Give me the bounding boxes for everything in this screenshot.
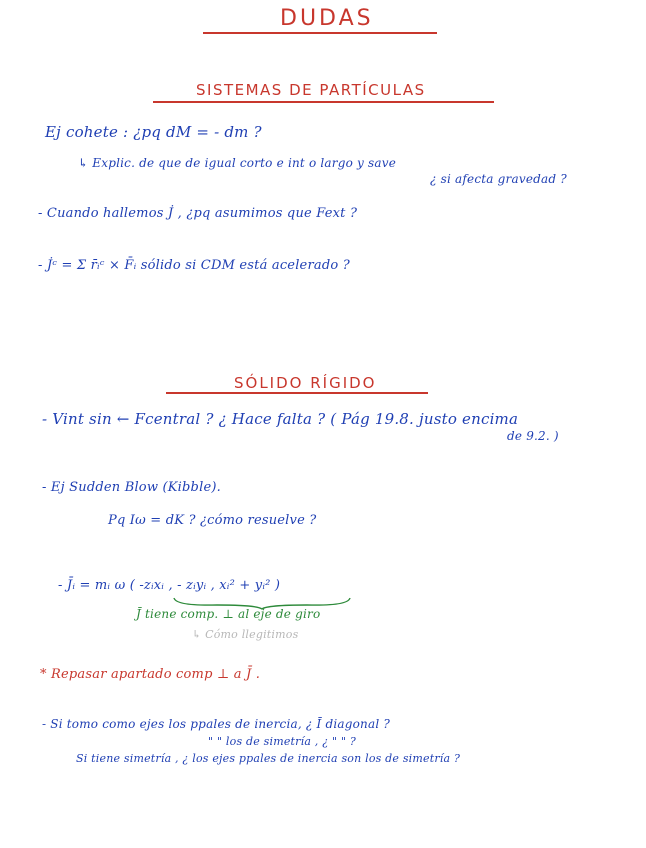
note-line: - J̇ᶜ = Σ r̄ᵢᶜ × F̄ᵢ sólido si CDM está acelerado ? [38,258,350,273]
note-line: ↳ Cómo llegitimos [192,628,299,641]
note-line: Si tiene simetría , ¿ los ejes ppales de inercia son los de simetría ? [76,752,461,765]
page-title: DUDAS [280,6,374,31]
title-underline [203,32,437,34]
note-line: ¿ si afecta gravedad ? [430,172,567,186]
note-line: - J̄ᵢ = mᵢ ω ( -zᵢxᵢ , - zᵢyᵢ , xᵢ² + yᵢ² ) [58,578,281,593]
note-line: ↳ Explic. de que de igual corto e int o largo y save [78,156,397,170]
note-line: Ej cohete : ¿pq dM = - dm ? [45,123,262,141]
note-line: - Ej Sudden Blow (Kibble). [42,480,221,495]
note-line: Pq Iω = dK ? ¿cómo resuelve ? [108,513,317,528]
section-heading-rigid-body: SÓLIDO RÍGIDO [234,374,377,392]
section-heading-rigid-body-underline [166,392,428,394]
note-line: * Repasar apartado comp ⊥ a J̄ . [40,667,261,682]
note-line: de 9.2. ) [507,429,559,443]
note-line: - Vint sin ← Fcentral ? ¿ Hace falta ? ( Pág 19.8. justo encima [42,410,519,428]
note-line: - Si tomo como ejes los ppales de inercia, ¿ Ī diagonal ? [42,717,391,731]
note-line: J̄ tiene comp. ⊥ al eje de giro [136,607,321,621]
section-heading-particles-underline [153,101,494,103]
note-line: " " los de simetría , ¿ " " ? [208,735,356,748]
section-heading-particles: SISTEMAS DE PARTÍCULAS [196,81,426,99]
note-line: - Cuando hallemos J̇ , ¿pq asumimos que Fext ? [38,206,358,221]
